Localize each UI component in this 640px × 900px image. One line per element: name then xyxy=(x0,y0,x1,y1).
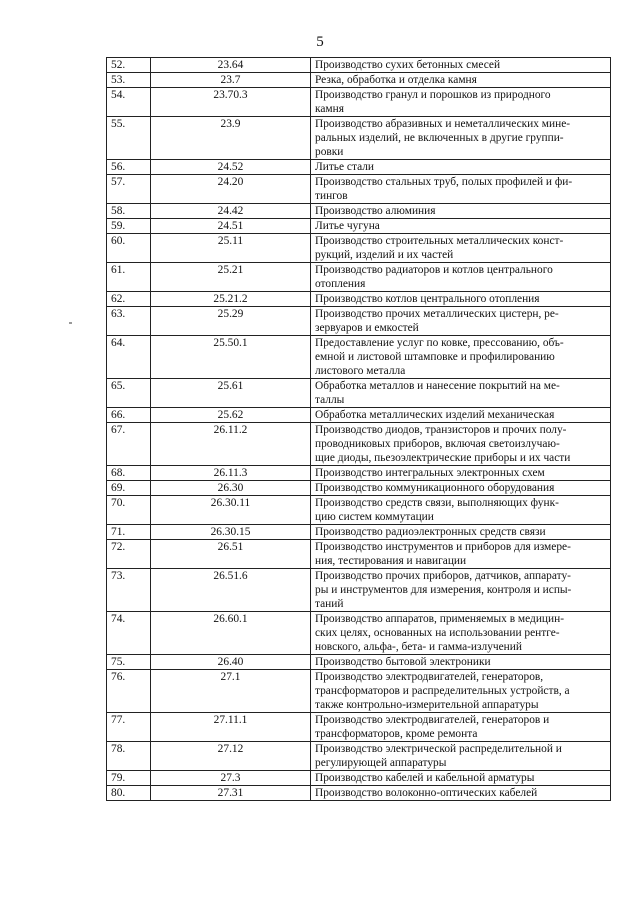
row-number: 75. xyxy=(107,655,151,670)
activity-code: 27.12 xyxy=(151,742,311,771)
row-number: 71. xyxy=(107,525,151,540)
activity-description: Производство интегральных электронных схем xyxy=(311,466,611,481)
page-number: 5 xyxy=(316,34,324,50)
activity-description: Производство радиаторов и котлов центрального отопления xyxy=(311,263,611,292)
activity-code: 25.29 xyxy=(151,307,311,336)
activity-description: Обработка металлов и нанесение покрытий на ме- таллы xyxy=(311,379,611,408)
row-number: 56. xyxy=(107,160,151,175)
table-row xyxy=(107,771,611,786)
row-number: 65. xyxy=(107,379,151,408)
activity-code: 26.30.11 xyxy=(151,496,311,525)
activity-description: Производство стальных труб, полых профилей и фи- тингов xyxy=(311,175,611,204)
activity-code: 25.50.1 xyxy=(151,336,311,379)
row-number: 72. xyxy=(107,540,151,569)
activity-code: 26.51 xyxy=(151,540,311,569)
row-number: 58. xyxy=(107,204,151,219)
table-row xyxy=(107,408,611,423)
activity-code: 26.51.6 xyxy=(151,569,311,612)
scan-mark xyxy=(69,322,72,324)
table-row xyxy=(107,540,611,569)
table-row xyxy=(107,670,611,713)
row-number: 62. xyxy=(107,292,151,307)
activity-code: 27.11.1 xyxy=(151,713,311,742)
row-number: 53. xyxy=(107,73,151,88)
activity-code: 23.64 xyxy=(151,58,311,73)
row-number: 63. xyxy=(107,307,151,336)
table-row xyxy=(107,117,611,160)
table-row xyxy=(107,219,611,234)
table-row xyxy=(107,525,611,540)
activity-code: 24.52 xyxy=(151,160,311,175)
activity-description: Производство аппаратов, применяемых в медицин- ских целях, основанных на использовании рентге- новского, альфа-, бета- и гамма-излучений xyxy=(311,612,611,655)
activity-code: 27.3 xyxy=(151,771,311,786)
activity-description: Производство инструментов и приборов для измере- ния, тестирования и навигации xyxy=(311,540,611,569)
table-row xyxy=(107,466,611,481)
activity-description: Производство кабелей и кабельной арматуры xyxy=(311,771,611,786)
row-number: 54. xyxy=(107,88,151,117)
activity-code: 25.11 xyxy=(151,234,311,263)
activity-description: Производство коммуникационного оборудования xyxy=(311,481,611,496)
activity-description: Производство алюминия xyxy=(311,204,611,219)
activity-code: 26.60.1 xyxy=(151,612,311,655)
table-row xyxy=(107,569,611,612)
table-row xyxy=(107,88,611,117)
row-number: 70. xyxy=(107,496,151,525)
row-number: 67. xyxy=(107,423,151,466)
activity-description: Производство сухих бетонных смесей xyxy=(311,58,611,73)
activity-description: Производство гранул и порошков из природного камня xyxy=(311,88,611,117)
activity-description: Производство строительных металлических конст- рукций, изделий и их частей xyxy=(311,234,611,263)
activity-description: Литье чугуна xyxy=(311,219,611,234)
activity-description: Обработка металлических изделий механическая xyxy=(311,408,611,423)
activity-description: Производство электродвигателей, генераторов и трансформаторов, кроме ремонта xyxy=(311,713,611,742)
table-row xyxy=(107,175,611,204)
row-number: 79. xyxy=(107,771,151,786)
activity-description: Производство абразивных и неметаллических мине- ральных изделий, не включенных в другие группи- ровки xyxy=(311,117,611,160)
row-number: 73. xyxy=(107,569,151,612)
table-row xyxy=(107,481,611,496)
table-row xyxy=(107,73,611,88)
row-number: 66. xyxy=(107,408,151,423)
row-number: 52. xyxy=(107,58,151,73)
activity-code: 25.21.2 xyxy=(151,292,311,307)
row-number: 76. xyxy=(107,670,151,713)
activity-description: Производство радиоэлектронных средств связи xyxy=(311,525,611,540)
table-row xyxy=(107,612,611,655)
activity-codes-table xyxy=(106,57,611,801)
activity-code: 26.11.2 xyxy=(151,423,311,466)
row-number: 68. xyxy=(107,466,151,481)
activity-description: Производство волоконно-оптических кабелей xyxy=(311,786,611,801)
activity-description: Производство бытовой электроники xyxy=(311,655,611,670)
activity-description: Производство средств связи, выполняющих функ- цию систем коммутации xyxy=(311,496,611,525)
activity-description: Предоставление услуг по ковке, прессованию, объ- емной и листовой штамповке и профилированию листового металла xyxy=(311,336,611,379)
table-row xyxy=(107,336,611,379)
table-row xyxy=(107,742,611,771)
table-row xyxy=(107,655,611,670)
activity-code: 25.21 xyxy=(151,263,311,292)
activity-code: 25.62 xyxy=(151,408,311,423)
table-row xyxy=(107,160,611,175)
activity-description: Производство прочих металлических цистерн, ре- зервуаров и емкостей xyxy=(311,307,611,336)
activity-code: 23.70.3 xyxy=(151,88,311,117)
row-number: 64. xyxy=(107,336,151,379)
row-number: 74. xyxy=(107,612,151,655)
table-row xyxy=(107,423,611,466)
activity-code: 24.20 xyxy=(151,175,311,204)
row-number: 77. xyxy=(107,713,151,742)
row-number: 60. xyxy=(107,234,151,263)
table-row xyxy=(107,204,611,219)
activity-description: Производство прочих приборов, датчиков, аппарату- ры и инструментов для измерения, контроля и испы- таний xyxy=(311,569,611,612)
row-number: 78. xyxy=(107,742,151,771)
row-number: 80. xyxy=(107,786,151,801)
table-row xyxy=(107,263,611,292)
activity-code: 27.1 xyxy=(151,670,311,713)
activity-description: Производство электродвигателей, генераторов, трансформаторов и распределительных устройств, а также контрольно-измерительной аппаратуры xyxy=(311,670,611,713)
activity-code: 24.42 xyxy=(151,204,311,219)
activity-code: 26.30 xyxy=(151,481,311,496)
activity-description: Производство электрической распределительной и регулирующей аппаратуры xyxy=(311,742,611,771)
row-number: 59. xyxy=(107,219,151,234)
table-body xyxy=(107,58,611,801)
activity-code: 26.11.3 xyxy=(151,466,311,481)
activity-code: 26.30.15 xyxy=(151,525,311,540)
activity-description: Резка, обработка и отделка камня xyxy=(311,73,611,88)
row-number: 57. xyxy=(107,175,151,204)
activity-description: Литье стали xyxy=(311,160,611,175)
row-number: 55. xyxy=(107,117,151,160)
table-row xyxy=(107,496,611,525)
table-row xyxy=(107,307,611,336)
row-number: 61. xyxy=(107,263,151,292)
table-row xyxy=(107,292,611,307)
activity-code: 24.51 xyxy=(151,219,311,234)
activity-code: 27.31 xyxy=(151,786,311,801)
activity-description: Производство диодов, транзисторов и прочих полу- проводниковых приборов, включая светоизлучаю- щие диоды, пьезоэлектрические приборы и их части xyxy=(311,423,611,466)
activity-code: 23.7 xyxy=(151,73,311,88)
table-row xyxy=(107,234,611,263)
activity-description: Производство котлов центрального отопления xyxy=(311,292,611,307)
row-number: 69. xyxy=(107,481,151,496)
table-row xyxy=(107,713,611,742)
activity-code: 26.40 xyxy=(151,655,311,670)
activity-code: 23.9 xyxy=(151,117,311,160)
table-row xyxy=(107,58,611,73)
table-row xyxy=(107,786,611,801)
activity-code: 25.61 xyxy=(151,379,311,408)
table-row xyxy=(107,379,611,408)
